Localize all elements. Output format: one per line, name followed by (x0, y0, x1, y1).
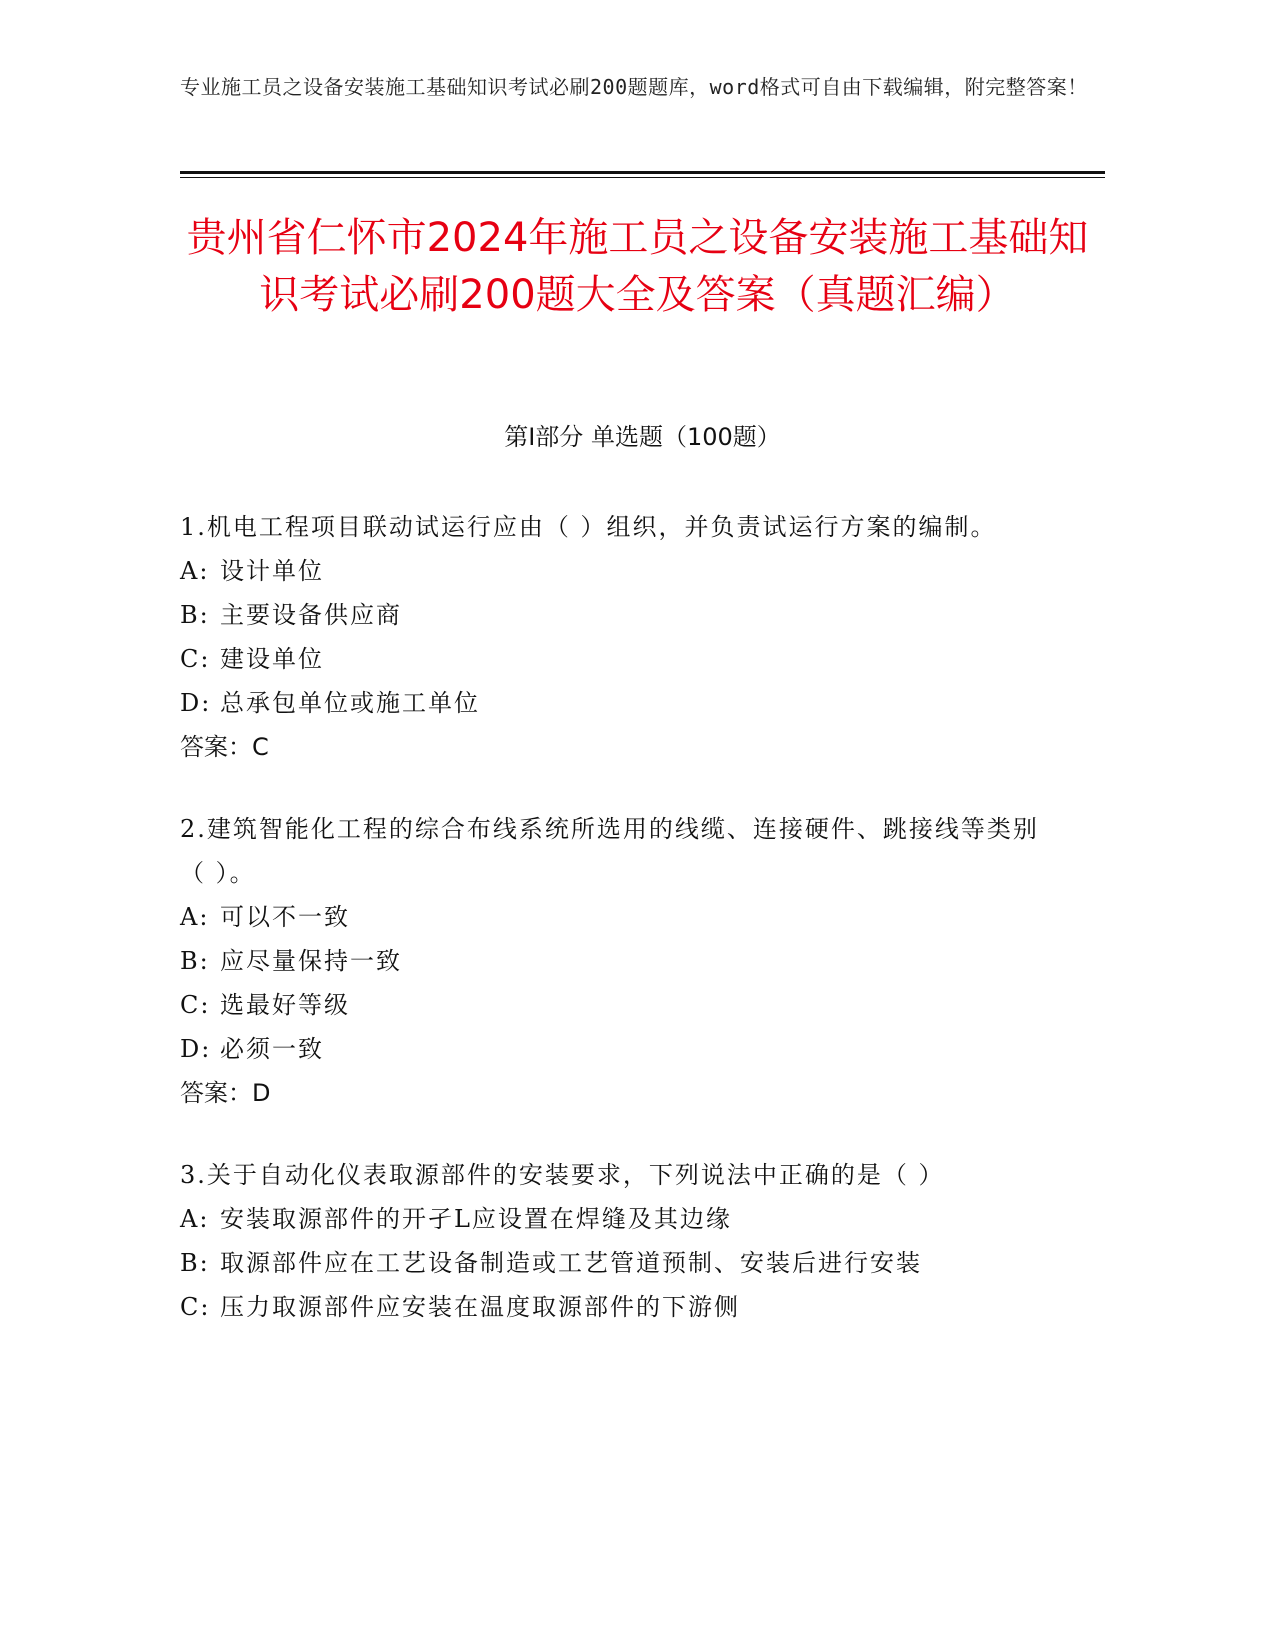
question-stem: 3.关于自动化仪表取源部件的安装要求，下列说法中正确的是（ ） (180, 1161, 945, 1189)
option-text: 选最好等级 (220, 991, 350, 1019)
option-letter: C: (180, 1293, 211, 1321)
option-a (180, 1197, 1040, 1241)
option-text: 取源部件应在工艺设备制造或工艺管道预制、安装后进行安装 (220, 1249, 922, 1277)
question-stem: 1.机电工程项目联动试运行应由（ ）组织，并负责试运行方案的编制。 (180, 513, 997, 541)
option-b (180, 939, 1040, 983)
option-letter: A: (180, 557, 210, 585)
option-text: 建设单位 (220, 645, 324, 673)
option-letter: C: (180, 991, 211, 1019)
option-letter: B: (180, 1249, 210, 1277)
option-c (180, 983, 1040, 1027)
option-letter: C: (180, 645, 211, 673)
option-c (180, 637, 1040, 681)
option-letter: D: (180, 689, 212, 717)
section-title: 第Ⅰ部分 单选题（100题） (504, 423, 781, 451)
option-a (180, 895, 1040, 939)
document-title: 贵州省仁怀市2024年施工员之设备安装施工基础知识考试必刷200题大全及答案（真题汇编） (186, 215, 1089, 318)
option-d (180, 1027, 1040, 1071)
option-text: 压力取源部件应安装在温度取源部件的下游侧 (220, 1293, 740, 1321)
question-stem: 2.建筑智能化工程的综合布线系统所选用的线缆、连接硬件、跳接线等类别（ ）。 (180, 815, 1039, 887)
option-letter: A: (180, 1205, 210, 1233)
option-text: 总承包单位或施工单位 (220, 689, 480, 717)
option-c (180, 1285, 1040, 1329)
option-text: 可以不一致 (220, 903, 350, 931)
answer-line: 答案：D (180, 1079, 271, 1107)
option-d (180, 681, 1040, 725)
question-3 (180, 1153, 1040, 1329)
option-letter: B: (180, 947, 210, 975)
option-text: 必须一致 (220, 1035, 324, 1063)
question-1 (180, 505, 1040, 769)
header-note: 专业施工员之设备安装施工基础知识考试必刷200题题库，word格式可自由下载编辑，附完整答案！ (180, 75, 1088, 99)
option-a (180, 549, 1040, 593)
option-letter: A: (180, 903, 210, 931)
option-text: 主要设备供应商 (220, 601, 402, 629)
answer-line: 答案：C (180, 733, 269, 761)
question-list (180, 505, 1040, 1367)
option-text: 应尽量保持一致 (220, 947, 402, 975)
option-letter: D: (180, 1035, 212, 1063)
header-rule-thick (180, 171, 1105, 174)
option-text: 设计单位 (220, 557, 324, 585)
option-b (180, 593, 1040, 637)
option-letter: B: (180, 601, 210, 629)
option-text: 安装取源部件的开孑L应设置在焊缝及其边缘 (220, 1205, 732, 1233)
question-2 (180, 807, 1040, 1115)
option-b (180, 1241, 1040, 1285)
header-rule-thin (180, 177, 1105, 178)
